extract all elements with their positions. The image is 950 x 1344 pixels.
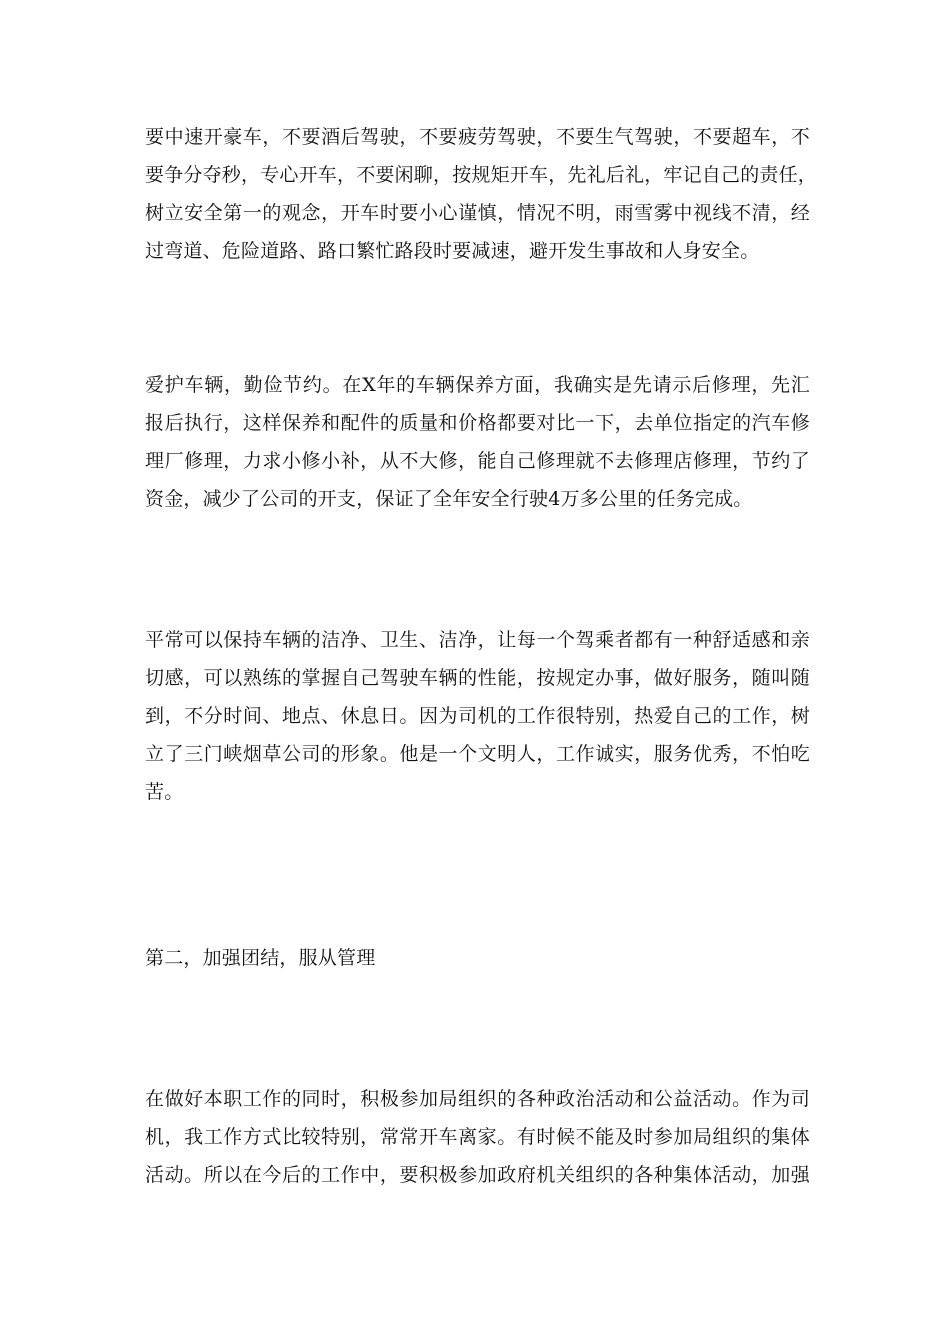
text-line: 到，不分时间、地点、休息日。因为司机的工作很特别，热爱自己的工作，树 — [145, 705, 810, 727]
text-line: 在做好本职工作的同时，积极参加局组织的各种政治活动和公益活动。作为司 — [145, 1088, 810, 1110]
paragraph-unity-management — [145, 1080, 810, 1194]
text-line: 要争分夺秒，专心开车，不要闲聊，按规矩开车，先礼后礼，牢记自己的责任， — [145, 164, 818, 186]
text-line: 苦。 — [145, 781, 184, 803]
text-line: 切感，可以熟练的掌握自己驾驶车辆的性能，按规定办事，做好服务，随叫随 — [145, 667, 810, 689]
paragraph-safe-driving — [145, 118, 818, 270]
text-line: 爱护车辆，勤俭节约。在X年的车辆保养方面，我确实是先请示后修理，先汇 — [145, 374, 810, 396]
paragraph-cleanliness-service — [145, 621, 810, 811]
text-line: 机，我工作方式比较特别，常常开车离家。有时候不能及时参加局组织的集体 — [145, 1126, 810, 1148]
paragraph-vehicle-care — [145, 366, 810, 518]
text-line: 报后执行，这样保养和配件的质量和价格都要对比一下，去单位指定的汽车修 — [145, 412, 810, 434]
text-line: 树立安全第一的观念，开车时要小心谨慎，情况不明，雨雪雾中视线不清，经 — [145, 202, 810, 224]
text-line: 活动。所以在今后的工作中，要积极参加政府机关组织的各种集体活动，加强 — [145, 1164, 810, 1186]
heading-text: 第二，加强团结，服从管理 — [145, 947, 376, 969]
text-line: 资金，减少了公司的开支，保证了全年安全行驶4万多公里的任务完成。 — [145, 488, 753, 510]
text-line: 立了三门峡烟草公司的形象。他是一个文明人，工作诚实，服务优秀，不怕吃 — [145, 743, 810, 765]
section-heading — [145, 939, 810, 977]
text-line: 理厂修理，力求小修小补，从不大修，能自己修理就不去修理店修理，节约了 — [145, 450, 810, 472]
text-line: 平常可以保持车辆的洁净、卫生、洁净，让每一个驾乘者都有一种舒适感和亲 — [145, 629, 810, 651]
text-line: 过弯道、危险道路、路口繁忙路段时要减速，避开发生事故和人身安全。 — [145, 240, 760, 262]
text-line: 要中速开豪车，不要酒后驾驶，不要疲劳驾驶，不要生气驾驶，不要超车，不 — [145, 126, 810, 148]
